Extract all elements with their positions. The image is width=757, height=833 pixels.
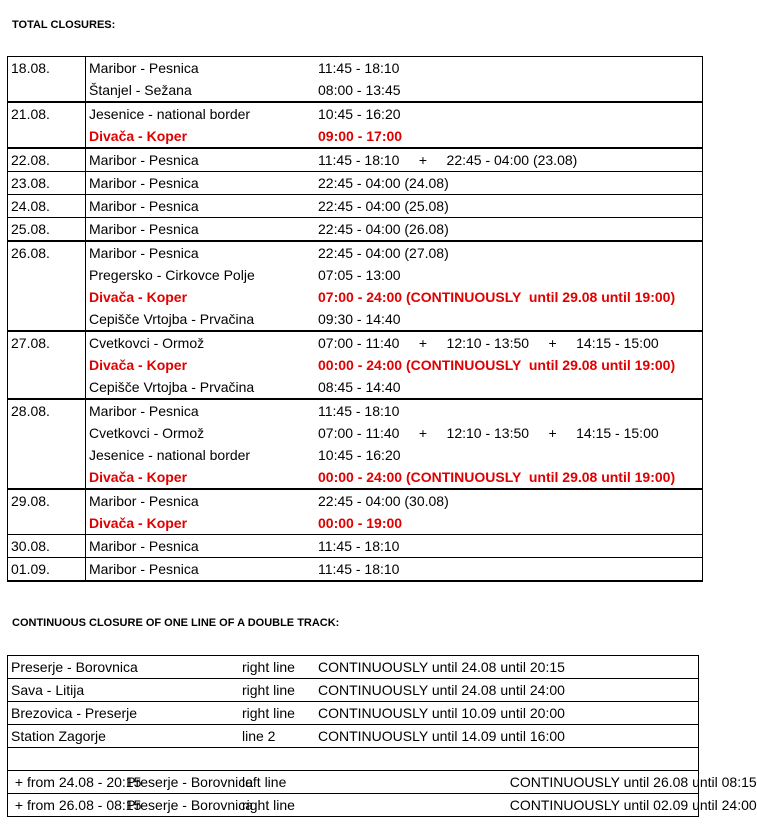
total-closures-heading: TOTAL CLOSURES: <box>12 19 116 31</box>
closure-date <box>8 512 86 535</box>
closure-time: 22:45 - 04:00 (24.08) <box>315 172 703 195</box>
closure-time: 07:05 - 13:00 <box>315 264 703 286</box>
table-row <box>8 771 699 794</box>
table-row <box>8 354 703 376</box>
closure-from: + from 26.08 - 08:15 <box>8 794 124 817</box>
closure-date: 01.09. <box>8 558 86 582</box>
closure-line: line 2 <box>239 725 315 748</box>
closure-time: 09:00 - 17:00 <box>315 125 703 148</box>
closure-status: CONTINUOUSLY until 26.08 until 08:15 <box>507 771 699 794</box>
table-row <box>8 195 703 218</box>
table-row <box>8 79 703 102</box>
closure-line: right line <box>239 794 507 817</box>
closure-route: Štanjel - Sežana <box>89 82 192 98</box>
closure-time: 07:00 - 24:00 (CONTINUOUSLY until 29.08 until 19:00) <box>315 286 703 308</box>
closure-time: 07:00 - 11:40 + 12:10 - 13:50 + 14:15 - 15:00 <box>315 422 703 444</box>
table-row <box>8 218 703 242</box>
table-row <box>8 148 703 172</box>
closure-route: Maribor - Pesnica <box>86 218 316 242</box>
closure-route: Divača - Koper <box>89 128 188 144</box>
blank-cell <box>8 748 699 771</box>
closure-route: Cepišče Vrtojba - Prvačina <box>89 311 255 327</box>
closure-time: 08:45 - 14:40 <box>315 376 703 399</box>
closure-time: 08:00 - 13:45 <box>315 79 703 102</box>
closure-time: 09:30 - 14:40 <box>315 308 703 331</box>
table-row <box>8 399 703 422</box>
table-row <box>8 656 699 679</box>
closure-date <box>8 354 86 376</box>
closure-time: 11:45 - 18:10 <box>315 57 703 80</box>
closure-date <box>8 308 86 331</box>
closure-line: right line <box>239 679 315 702</box>
closure-date <box>8 466 86 489</box>
closure-date: 29.08. <box>8 489 86 512</box>
closure-from: + from 24.08 - 20:15 <box>8 771 124 794</box>
table-row <box>8 422 703 444</box>
table-row <box>8 466 703 489</box>
closure-section: Preserje - Borovnica <box>123 771 239 794</box>
closure-route: Maribor - Pesnica <box>86 535 316 558</box>
closure-time: 00:00 - 24:00 (CONTINUOUSLY until 29.08 until 19:00) <box>315 354 703 376</box>
table-row <box>8 125 703 148</box>
table-row <box>8 725 699 748</box>
closure-route: Maribor - Pesnica <box>86 148 316 172</box>
closure-time: 22:45 - 04:00 (27.08) <box>315 241 703 264</box>
closure-time: 22:45 - 04:00 (26.08) <box>315 218 703 242</box>
closure-status: CONTINUOUSLY until 14.09 until 16:00 <box>315 725 699 748</box>
blank-row <box>8 748 699 771</box>
table-row <box>8 57 703 80</box>
closure-section: Preserje - Borovnica <box>123 794 239 817</box>
total-closures-table <box>7 56 703 582</box>
closure-status: CONTINUOUSLY until 24.08 until 24:00 <box>315 679 699 702</box>
closure-route: Divača - Koper <box>89 289 188 305</box>
closure-status: CONTINUOUSLY until 02.09 until 24:00 <box>507 794 699 817</box>
closure-date: 22.08. <box>8 148 86 172</box>
closure-time: 00:00 - 24:00 (CONTINUOUSLY until 29.08 until 19:00) <box>315 466 703 489</box>
closure-route: Cvetkovci - Ormož <box>86 331 316 354</box>
closure-date: 24.08. <box>8 195 86 218</box>
closure-time: 11:45 - 18:10 <box>315 535 703 558</box>
continuous-closure-heading: CONTINUOUS CLOSURE OF ONE LINE OF A DOUBLE TRACK: <box>12 617 340 629</box>
closure-date <box>8 376 86 399</box>
closure-date <box>8 125 86 148</box>
table-row <box>8 679 699 702</box>
closure-section: Preserje - Borovnica <box>8 656 240 679</box>
table-row <box>8 308 703 331</box>
table-row <box>8 331 703 354</box>
table-row <box>8 376 703 399</box>
closure-route: Divača - Koper <box>89 357 188 373</box>
closure-date <box>8 444 86 466</box>
table-row <box>8 241 703 264</box>
closure-route: Jesenice - national border <box>89 447 251 463</box>
closure-section: Sava - Litija <box>8 679 240 702</box>
closure-time: 10:45 - 16:20 <box>315 444 703 466</box>
closure-date: 30.08. <box>8 535 86 558</box>
closure-route: Pregersko - Cirkovce Polje <box>89 267 255 283</box>
closure-date: 25.08. <box>8 218 86 242</box>
table-row <box>8 702 699 725</box>
closure-date <box>8 79 86 102</box>
closure-date <box>8 286 86 308</box>
table-row <box>8 444 703 466</box>
closure-section: Station Zagorje <box>8 725 240 748</box>
table-row <box>8 172 703 195</box>
closure-date: 23.08. <box>8 172 86 195</box>
closure-time: 11:45 - 18:10 <box>315 399 703 422</box>
closure-status: CONTINUOUSLY until 24.08 until 20:15 <box>315 656 699 679</box>
closure-date: 27.08. <box>8 331 86 354</box>
closure-route: Cepišče Vrtojba - Prvačina <box>89 379 255 395</box>
closure-line: right line <box>239 656 315 679</box>
closure-date: 26.08. <box>8 241 86 264</box>
closure-route: Maribor - Pesnica <box>86 241 316 264</box>
closure-time: 11:45 - 18:10 <box>315 558 703 582</box>
table-row <box>8 558 703 582</box>
closure-status: CONTINUOUSLY until 10.09 until 20:00 <box>315 702 699 725</box>
closure-route: Divača - Koper <box>89 469 188 485</box>
closure-time: 00:00 - 19:00 <box>315 512 703 535</box>
closure-line: right line <box>239 702 315 725</box>
closure-route: Maribor - Pesnica <box>86 172 316 195</box>
closure-time: 10:45 - 16:20 <box>315 102 703 125</box>
table-row <box>8 264 703 286</box>
closure-route: Maribor - Pesnica <box>86 558 316 582</box>
table-row <box>8 286 703 308</box>
closure-date <box>8 422 86 444</box>
closure-route: Divača - Koper <box>89 515 188 531</box>
closure-date: 28.08. <box>8 399 86 422</box>
table-row <box>8 794 699 817</box>
closure-section: Brezovica - Preserje <box>8 702 240 725</box>
closure-route: Cvetkovci - Ormož <box>89 425 205 441</box>
continuous-closure-table <box>7 655 757 817</box>
closure-time: 22:45 - 04:00 (30.08) <box>315 489 703 512</box>
closure-time: 11:45 - 18:10 + 22:45 - 04:00 (23.08) <box>315 148 703 172</box>
closure-route: Maribor - Pesnica <box>86 399 316 422</box>
table-row <box>8 535 703 558</box>
closure-date <box>8 264 86 286</box>
closure-line: left line <box>239 771 507 794</box>
table-row <box>8 102 703 125</box>
closure-date: 18.08. <box>8 57 86 80</box>
closure-route: Jesenice - national border <box>86 102 316 125</box>
closure-route: Maribor - Pesnica <box>86 57 316 80</box>
closure-date: 21.08. <box>8 102 86 125</box>
closure-route: Maribor - Pesnica <box>86 489 316 512</box>
closure-time: 07:00 - 11:40 + 12:10 - 13:50 + 14:15 - 15:00 <box>315 331 703 354</box>
table-row <box>8 489 703 512</box>
table-row <box>8 512 703 535</box>
closure-route: Maribor - Pesnica <box>86 195 316 218</box>
closure-time: 22:45 - 04:00 (25.08) <box>315 195 703 218</box>
